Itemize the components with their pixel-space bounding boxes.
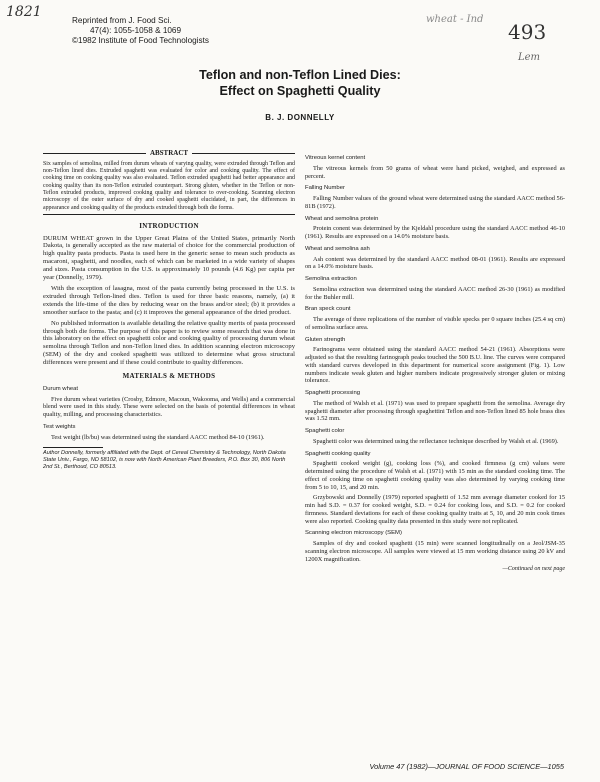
introduction-heading: INTRODUCTION — [139, 221, 199, 230]
durum-wheat-heading: Durum wheat — [43, 385, 79, 392]
introduction-body — [43, 235, 295, 368]
color-text: Spaghetti color was determined using the reflectance technique described by Walsh et al. (1969). — [313, 437, 559, 445]
reprint-line-3: ©1982 Institute of Food Technologists — [72, 36, 209, 45]
continued-note: —Continued on next page — [502, 566, 565, 573]
bran-speck-text: The average of three replications of the number of visible specks per 0 square inches (25.4 sq cm) of semolina surface area. — [305, 316, 565, 331]
title-line-2: Effect on Spaghetti Quality — [219, 84, 381, 98]
reprint-block — [72, 16, 209, 46]
sem-heading: Scanning electron microscopy (SEM) — [305, 530, 402, 537]
ash-heading: Wheat and semolina ash — [305, 245, 370, 252]
intro-paragraph: No published information is available detailing the relative quality merits of pasta processed through both die forms. The purpose of this paper is to review some research that was done in this laboratory on the effect on spaghetti color and cooking quality of processing durum wheat semolina through Teflon and non-Teflon lined dies. In addition scanning electron microscopy (SEM) of the dry and cooked spaghetti was utilized to determine what gross structural differences were present and if these could contribute to quality differences. — [43, 319, 295, 367]
color-heading: Spaghetti color — [305, 428, 345, 434]
gluten-heading: Gluten strength — [305, 336, 346, 343]
extraction-text: Semolina extraction was determined using the standard AACC method 26-30 (1961) as modified for the Buhler mill. — [305, 285, 565, 301]
bran-speck-heading: Bran speck count — [305, 306, 351, 313]
protein-text: Protein conent was determined by the Kjeldahl procedure using the standard AACC method 46-10 (1961). Results are expressed on a 14.0% moisture basis. — [305, 225, 565, 240]
reprint-line-1: Reprinted from J. Food Sci. — [72, 16, 172, 25]
right-column — [305, 150, 565, 574]
intro-paragraph: With the exception of lasagna, most of the pasta currently being processed in the U.S. is extruded through Teflon-lined dies. Teflon is used for three basic reasons, namely, (a) it extends the life-time of the dies by reducing wear on the brass and/or steel; (b) it provides a smoother surface to the pasta; and (c) it improves the general appearance of the dried product. — [43, 285, 295, 316]
abstract-text: Six samples of semolina, milled from durum wheats of varying quality, were extruded through Teflon and non-Teflon lined dies. Extruded spaghetti was evaluated for color and cooking quality. The effect of cooking time on cooking quality was also evaluated. Teflon extruded spaghetti had better appearance and cooking quality than its non-Teflon extruded counterpart. Strong gluten, whether in the Teflon or non-Teflon extruded products, improved cooking quality and tolerance to over-cooking. Scanning electron microscopy of the outer surface of dry and cooked spaghetti elucidated, in part, the differences in appearance and cooking quality of the products extruded through both die forms. — [43, 160, 295, 211]
author-footnote: Author Donnelly, formerly affiliated with the Dept. of Cereal Chemistry & Technology, North Dakota State Univ., Fargo, ND 58102, is now with North American Plant Breeders, P.O. Box 30, 806 North 2nd St., Berthoud, CO 80513. — [43, 450, 286, 471]
protein-heading: Wheat and semolina protein — [305, 215, 379, 222]
title-line-1: Teflon and non-Teflon Lined Dies: — [199, 68, 401, 82]
handwritten-page-number: 493 — [508, 20, 547, 44]
sem-text: Samples of dry and cooked spaghetti (15 min) were scanned longitudinally on a Jeol/JSM-35 scanning electron microscope. All samples were viewed at 15 mm working distance using 20 kV and 1200X magnification. — [305, 540, 565, 563]
test-weights-text: Test weight (lb/bu) was determined using the standard AACC method 84-10 (1961). — [51, 433, 265, 441]
footnote-divider — [43, 447, 103, 448]
extraction-heading: Semolina extraction — [305, 276, 357, 282]
reprint-line-2: 47(4): 1055-1058 & 1069 — [90, 26, 182, 35]
vitreous-text: The vitreous kernels from 50 grams of wheat were hand picked, weighed, and expressed as percent. — [305, 164, 565, 180]
test-weights-heading: Test weights — [43, 423, 76, 430]
methods-heading: MATERIALS & METHODS — [122, 372, 216, 381]
processing-text: The method of Walsh et al. (1971) was used to prepare spaghetti from the semolina. Average dry spaghetti diameter after processing through spaghettini Teflon and non-Teflon lined 85 hole brass dies was 1.52 mm. — [305, 399, 565, 423]
processing-heading: Spaghetti processing — [305, 390, 361, 396]
page-footer: Volume 47 (1982)—JOURNAL OF FOOD SCIENCE—1055 — [369, 762, 564, 771]
handwritten-ref-number: 1821 — [6, 4, 42, 20]
abstract-heading: ABSTRACT — [43, 150, 295, 158]
cooking-quality-text: Spaghetti cooked weight (g), cooking loss (%), and cooked firmness (g cm) values were determined using the procedure of Walsh et al. (1971) with 15 min as the standard cooking time. The effect of cooking time on spaghetti cooking quality was also determined by varying cooking time from 5 to 10, 15, and 20 min. — [305, 460, 565, 491]
abstract-divider — [43, 214, 295, 215]
cooking-quality-text-2: Grzybowski and Donnelly (1979) reported spaghetti of 1.52 mm average diameter cooked for 15 min had S.D. = 0.37 for cooked weight, S.D. = 0.24 for cooking loss, and S.D. = 0.2 for cooked firmness. Standard deviations for each of these cooking quality traits at 5, 10, and 20 min cook times were also reported. Cooking quality data presented in this study were not replicated. — [305, 494, 565, 525]
intro-paragraph: DURUM WHEAT grown in the Upper Great Plains of the United States, primarily North Dakota, is generally accepted as the raw material of choice for the commercial production of high quality pasta products. Pasta is used here in the generic sense to mean such products as macaroni, spaghetti, and noodles, each of which can be marketed in a wide variety of shapes and sizes. Pasta consumption in the U.S. is approximately 10 pounds (4.6 Kg) per capita per year (Donnelly, 1979). — [43, 234, 295, 282]
handwritten-note: wheat - Ind — [426, 14, 484, 25]
durum-wheat-text: Five durum wheat varieties (Crosby, Edmore, Macoun, Wakooma, and Wells) and a commercial blend were used in this study. These were selected on the basis of potential differences in wheat quality, milling, and processing characteristics. — [43, 395, 295, 419]
ash-text: Ash content was determined by the standard AACC method 08-01 (1961). Results are expressed on a 14.0% moisture basis. — [305, 255, 565, 271]
paper-title — [0, 67, 600, 99]
author: B. J. DONNELLY — [265, 113, 335, 122]
vitreous-heading: Vitreous kernel content — [305, 155, 366, 161]
left-column — [43, 150, 295, 471]
falling-number-text: Falling Number values of the ground wheat were determined using the standard AACC method 56-81B (1972). — [305, 195, 565, 210]
handwritten-initials: Lem — [518, 52, 541, 63]
falling-number-heading: Falling Number — [305, 185, 345, 192]
cooking-quality-heading: Spaghetti cooking quality — [305, 450, 371, 457]
gluten-text: Farinograms were obtained using the standard AACC method 54-21 (1961). Absorptions were adjusted so that the resulting farinograph peaks touched the 500 B.U. line. The curves were compared with standard curves developed in this department for numerical score assignment (Fig. 1). Low numbers indicate weak gluten and higher numbers indicate progressively stronger gluten or mixing tolerance. — [305, 346, 565, 385]
